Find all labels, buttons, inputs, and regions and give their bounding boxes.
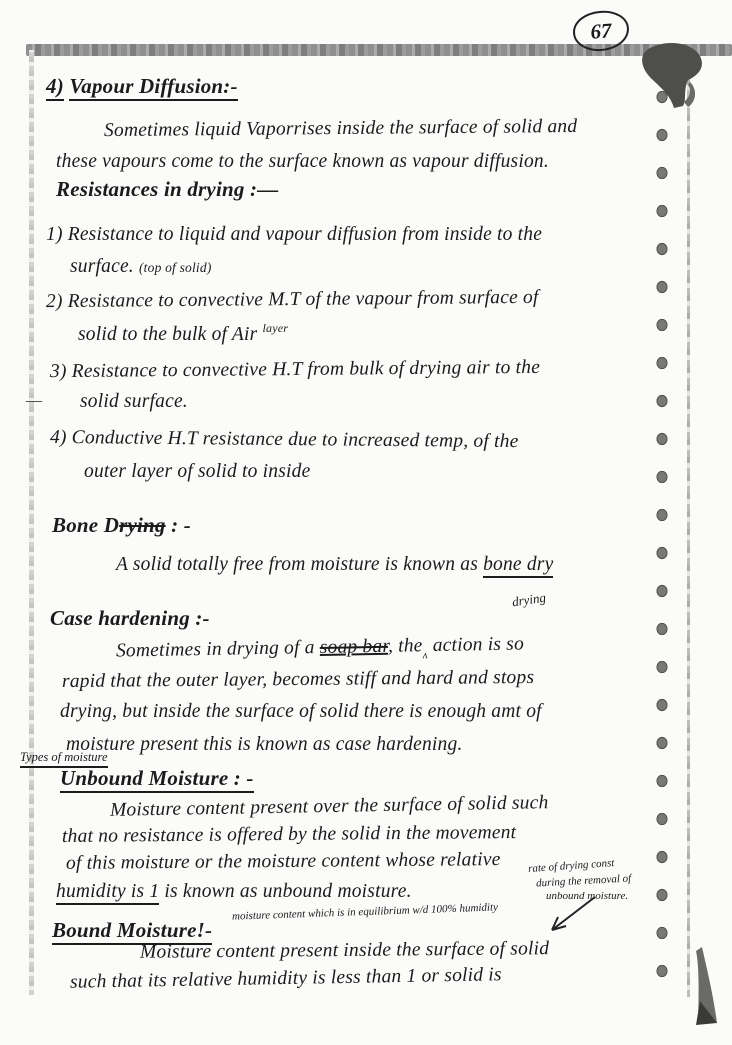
handwritten-line: such that its relative humidity is less than 1 or solid is <box>69 964 502 993</box>
handwritten-line <box>116 633 524 666</box>
underlined-term: bone dry <box>483 554 553 578</box>
handwritten-line: outer layer of solid to inside <box>84 461 311 482</box>
margin-annotation: unbound moisture. <box>546 890 629 902</box>
page-edge-shadow <box>686 943 728 1031</box>
margin-pen-mark: — <box>26 390 43 410</box>
handwritten-line: drying, but inside the surface of solid there is enough amt of <box>60 701 542 722</box>
handwritten-line: 2) Resistance to convective M.T of the vapour from surface of <box>45 286 539 313</box>
page-number: 67 <box>589 17 613 44</box>
handwritten-line: these vapours come to the surface known as vapour diffusion. <box>56 151 549 172</box>
handwritten-line: moisture present this is known as case hardening. <box>66 734 463 755</box>
struck-term: soap bar <box>319 635 389 659</box>
heading-text: Bound Moisture!- <box>52 918 212 945</box>
handwritten-line: 4) Conductive H.T resistance due to increased temp, of the <box>49 426 519 453</box>
caret-mark: ʌ <box>422 649 428 662</box>
heading-vapour-diffusion <box>46 74 238 99</box>
heading-text: Unbound Moisture : - <box>60 766 254 793</box>
heading-text: Bone D <box>52 513 120 537</box>
scribbled-text: rying <box>119 513 166 537</box>
heading-case-hardening: Case hardening :- <box>50 606 210 630</box>
margin-annotation: during the removal of <box>535 872 632 890</box>
inserted-word: drying <box>511 589 547 610</box>
heading-text: Vapour Diffusion:- <box>69 74 237 101</box>
line-text: action is so <box>427 633 525 657</box>
annotation-arrow-icon <box>540 893 602 939</box>
punched-holes <box>646 78 678 990</box>
handwritten-line: 1) Resistance to liquid and vapour diffusion from inside to the <box>46 224 543 245</box>
superscript-note: layer <box>262 321 289 335</box>
page-left-margin-edge <box>29 50 34 995</box>
handwritten-line <box>78 321 288 346</box>
handwritten-line <box>116 554 553 576</box>
line-text: , the <box>387 635 423 657</box>
line-text: surface. <box>70 256 134 277</box>
handwritten-line: of this moisture or the moisture content whose relative <box>65 849 501 874</box>
heading-bound-moisture <box>52 918 212 943</box>
handwritten-line: that no resistance is offered by the solid in the movement <box>61 822 517 847</box>
heading-unbound-moisture <box>60 766 254 791</box>
handwritten-line: 3) Resistance to convective H.T from bulk of drying air to the <box>49 356 541 383</box>
page-right-edge <box>687 52 690 997</box>
handwritten-line: solid surface. <box>80 391 188 412</box>
inline-annotation: moisture content which is in equilibrium w/d 100% humidity <box>231 901 499 923</box>
handwritten-line <box>70 256 212 278</box>
line-text: Sometimes in drying of a <box>115 637 320 662</box>
line-text: solid to the bulk of Air <box>78 324 258 345</box>
underlined-term: humidity is 1 <box>56 881 159 905</box>
handwritten-line: Moisture content present inside the surface of solid <box>139 938 550 963</box>
heading-text: : - <box>165 513 191 537</box>
margin-annotation: rate of drying const <box>527 856 615 876</box>
page-top-edge <box>26 44 732 56</box>
handwritten-line <box>56 881 412 903</box>
heading-bone-drying <box>52 513 191 538</box>
heading-resistances: Resistances in drying :— <box>56 177 279 201</box>
page-corner-fold <box>630 40 722 132</box>
line-text: is known as unbound moisture. <box>159 881 412 902</box>
inline-note: (top of solid) <box>138 260 212 275</box>
heading-number: 4) <box>46 74 64 101</box>
line-text: A solid totally free from moisture is known as <box>116 554 484 575</box>
margin-note-types-of-moisture: Types of moisture <box>20 750 108 768</box>
handwritten-line: Moisture content present over the surface of solid such <box>109 792 549 821</box>
handwritten-line: Sometimes liquid Vaporrises inside the surface of solid and <box>103 115 578 142</box>
handwritten-line: rapid that the outer layer, becomes stiff and hard and stops <box>61 666 535 693</box>
